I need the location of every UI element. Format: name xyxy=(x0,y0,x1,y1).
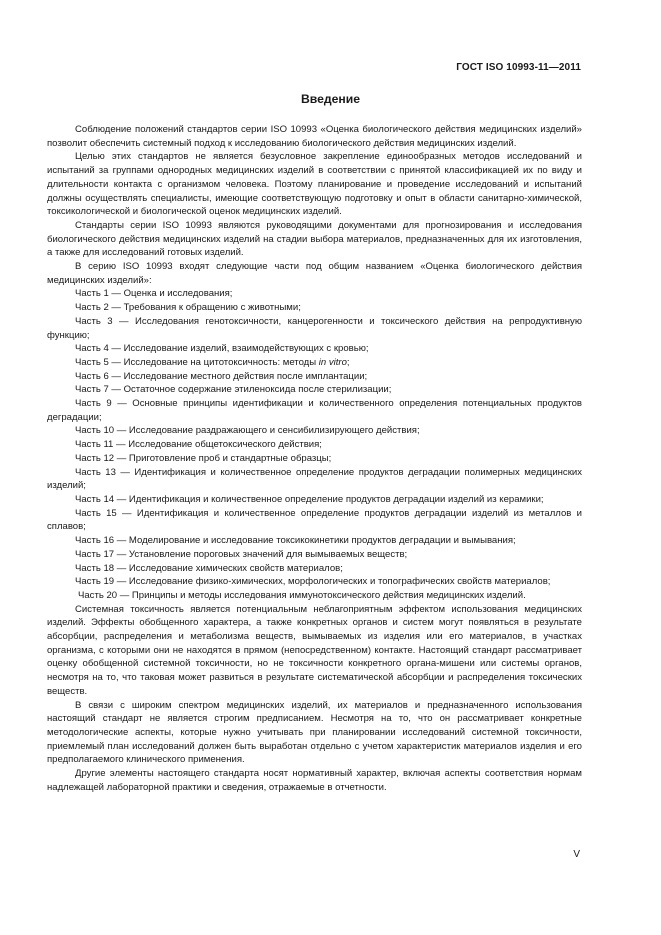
page-number: V xyxy=(573,849,580,860)
section-title: Введение xyxy=(300,92,361,106)
list-item-part-9: Часть 9 — Основные принципы идентификации и количественного определения потенциальных продуктов деградации; xyxy=(47,398,582,423)
document-body xyxy=(47,123,582,794)
list-item-part-1: Часть 1 — Оценка и исследования; xyxy=(75,288,233,300)
paragraph: Целью этих стандартов не является безусловное закрепление единообразных методов исследований и испытаний за группами однородных медицинских изделий в соответствии с принятой классификацией их по виду и длительности контакта с организмом человека. Поэтому планирование и проведение исследований и испытаний должны осуществлять специалисты, имеющие соответствующую подготовку и опыт в области санитарно-химической, токсикологической и биологической оценок медицинских изделий. xyxy=(47,151,582,218)
paragraph: Соблюдение положений стандартов серии ISO 10993 «Оценка биологического действия медицинских изделий» позволит обеспечить системный подход к исследованию биологического действия медицинских изделий. xyxy=(47,124,582,149)
list-item-part-16: Часть 16 — Моделирование и исследование токсикокинетики продуктов деградации и вымывания; xyxy=(75,535,516,547)
part-5-text: Часть 5 — Исследование на цитотоксичность: методы xyxy=(75,356,317,368)
part-5-italic: in vitro xyxy=(318,356,347,368)
list-item-part-13: Часть 13 — Идентификация и количественное определение продуктов деградации полимерных медицинских изделий; xyxy=(47,466,582,492)
list-item-part-10: Часть 10 — Исследование раздражающего и сенсибилизирующего действия; xyxy=(75,425,420,437)
paragraph: Системная токсичность является потенциальным неблагоприятным эффектом использования медицинских изделий. Эффекты обобщенного характера, а также конкретных органов и систем могут появляться в результате абсорбции, распределения и метаболизма веществ, вымываемых из изделия или его материалов, в участках организма, с которыми они не находятся в прямом (непосредственном) контакте. Настоящий стандарт рассматривает оценку обобщенной системной токсичности, но не токсичности конкретного органа-мишени или системы органов, несмотря на то, что таковая может развиться в результате систематической абсорбции и распределения токсических веществ. xyxy=(47,603,582,697)
paragraph: В серию ISO 10993 входят следующие части под общим названием «Оценка биологического действия медицинских изделий»: xyxy=(47,261,582,286)
list-item-part-17: Часть 17 — Установление пороговых значений для вымываемых веществ; xyxy=(75,548,408,560)
paragraph: В связи с широким спектром медицинских изделий, их материалов и предназначенного использования настоящий стандарт не является строгим предписанием. Несмотря на то, что он рассматривает конкретные методологические аспекты, которые нужно учитывать при планировании исследований системной токсичности, приемлемый план исследований должен быть выработан отдельно с учетом характеристик материалов изделия и его предполагаемого клинического применения. xyxy=(47,699,582,766)
paragraph: Стандарты серии ISO 10993 являются руководящими документами для прогнозирования и исследования биологического действия медицинских изделий на стадии выбора материалов, предназначенных для их изготовления, а также для исследований готовых изделий. xyxy=(47,219,582,259)
paragraph: Другие элементы настоящего стандарта носят нормативный характер, включая аспекты соответствия нормам надлежащей лабораторной практики и сведения, отражаемые в отчетности. xyxy=(47,768,582,793)
list-item-part-18: Часть 18 — Исследование химических свойств материалов; xyxy=(75,562,343,574)
list-item-part-6: Часть 6 — Исследование местного действия после имплантации; xyxy=(75,370,368,382)
list-item-part-20: Часть 20 — Принципы и методы исследования иммунотоксического действия медицинских изделий. xyxy=(78,589,526,601)
list-item-part-15: Часть 15 — Идентификация и количественное определение продуктов деградации изделий из металлов и сплавов; xyxy=(47,507,582,533)
part-5-tail: ; xyxy=(346,356,350,368)
list-item-part-3: Часть 3 — Исследования генотоксичности, канцерогенности и токсического действия на репродуктивную функцию; xyxy=(47,315,582,341)
list-item-part-2: Часть 2 — Требования к обращению с животными; xyxy=(75,302,301,314)
list-item-part-4: Часть 4 — Исследование изделий, взаимодействующих с кровью; xyxy=(75,343,369,355)
list-item-part-14: Часть 14 — Идентификация и количественное определение продуктов деградации изделий из керамики; xyxy=(75,493,544,505)
list-item-part-7: Часть 7 — Остаточное содержание этиленоксида после стерилизации; xyxy=(75,384,392,396)
list-item-part-5 xyxy=(47,356,582,370)
document-designation: ГОСТ ISO 10993-11—2011 xyxy=(456,62,581,73)
list-item-part-19: Часть 19 — Исследование физико-химических, морфологических и топографических свойств материалов; xyxy=(75,576,551,588)
list-item-part-11: Часть 11 — Исследование общетоксического действия; xyxy=(75,439,322,451)
list-item-part-12: Часть 12 — Приготовление проб и стандартные образцы; xyxy=(75,452,332,464)
